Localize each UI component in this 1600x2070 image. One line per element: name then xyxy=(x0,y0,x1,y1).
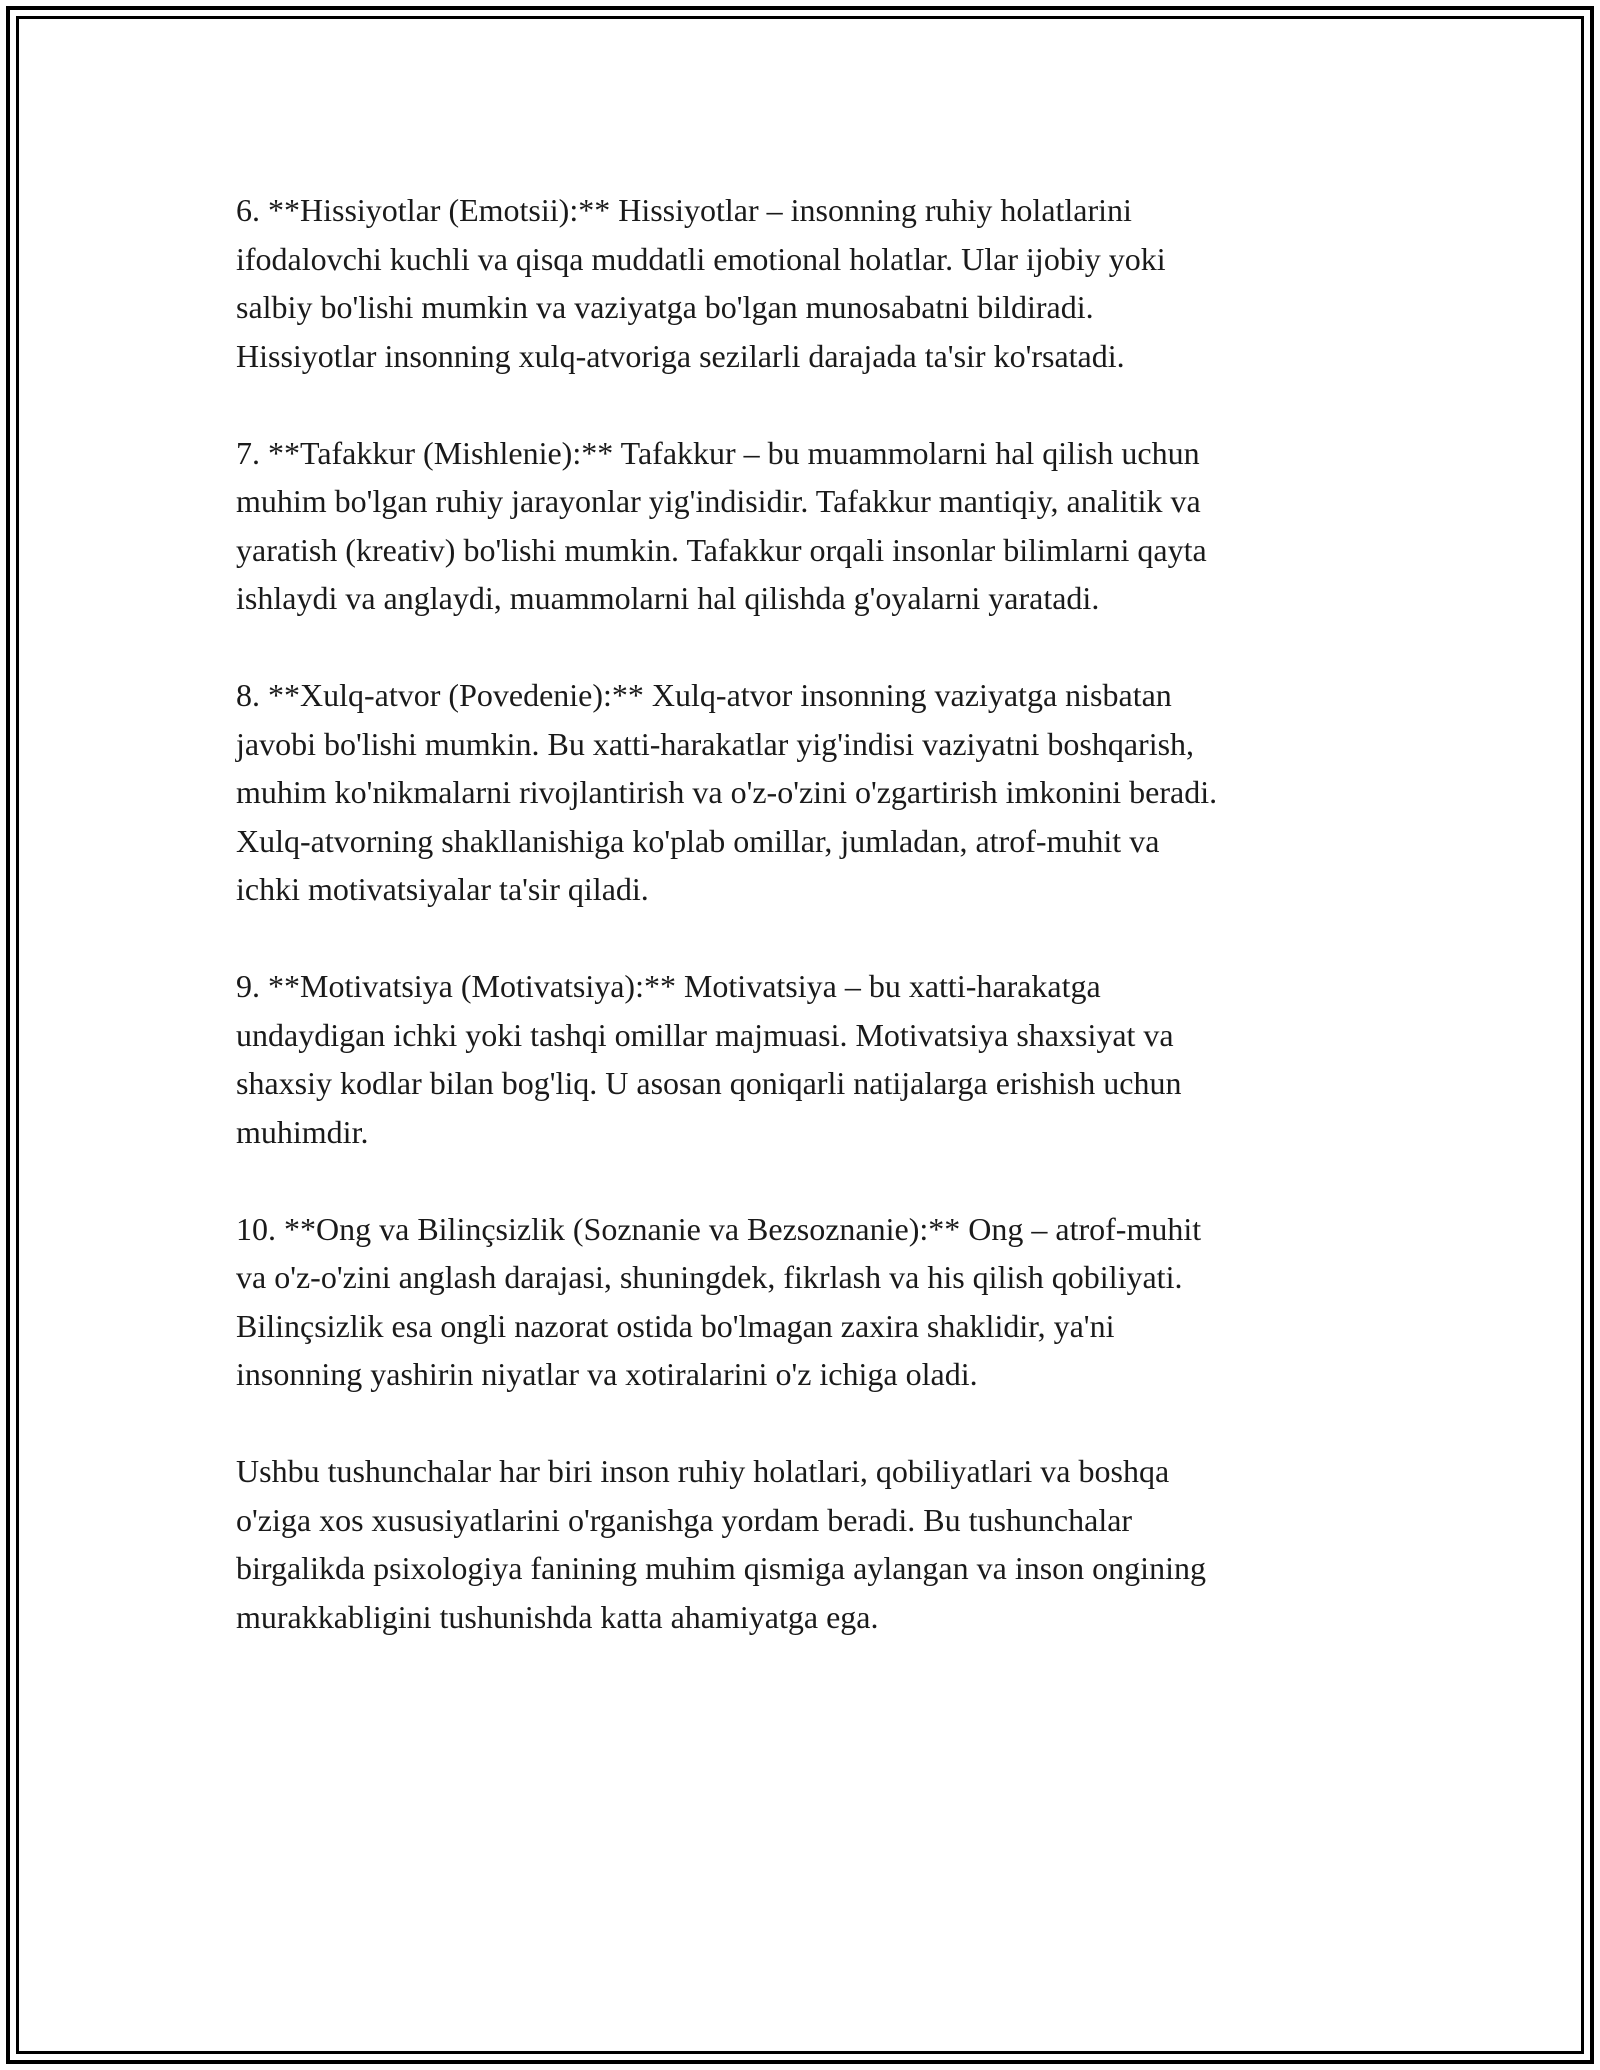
text-line: va o'z-o'zini anglash darajasi, shuningdek, fikrlash va his qilish qobiliyati. xyxy=(236,1259,1183,1295)
text-line: ichki motivatsiyalar ta'sir qiladi. xyxy=(236,871,649,907)
text-line: shaxsiy kodlar bilan bog'liq. U asosan qoniqarli natijalarga erishish uchun xyxy=(236,1065,1182,1101)
paragraph-conclusion xyxy=(236,1447,1386,1641)
paragraph-motivation xyxy=(236,962,1386,1156)
text-line: undaydigan ichki yoki tashqi omillar majmuasi. Motivatsiya shaxsiyat va xyxy=(236,1016,1174,1053)
text-line: Bilinçsizlik esa ongli nazorat ostida bo'lmagan zaxira shaklidir, ya'ni xyxy=(236,1307,1115,1344)
text-line: Ushbu tushunchalar har biri inson ruhiy holatlari, qobiliyatlari va boshqa xyxy=(236,1453,1170,1489)
text-line: javobi bo'lishi mumkin. Bu xatti-harakatlar yig'indisi vaziyatni boshqarish, xyxy=(236,725,1195,762)
text-line: yaratish (kreativ) bo'lishi mumkin. Tafakkur orqali insonlar bilimlarni qayta xyxy=(236,531,1207,568)
paragraph-consciousness xyxy=(236,1205,1386,1399)
text-line: ifodalovchi kuchli va qisqa muddatli emotional holatlar. Ular ijobiy yoki xyxy=(236,240,1166,277)
text-line: 10. **Ong va Bilinçsizlik (Soznanie va Bezsoznanie):** Ong – atrof-muhit xyxy=(236,1210,1202,1247)
text-line: Hissiyotlar insonning xulq-atvoriga sezilarli darajada ta'sir ko'rsatadi. xyxy=(236,337,1125,374)
paragraph-behavior xyxy=(236,671,1386,914)
text-line: 8. **Xulq-atvor (Povedenie):** Xulq-atvor insonning vaziyatga nisbatan xyxy=(236,677,1172,713)
paragraph-emotions xyxy=(236,186,1386,380)
text-line: salbiy bo'lishi mumkin va vaziyatga bo'lgan munosabatni bildiradi. xyxy=(236,289,1094,325)
text-line: 6. **Hissiyotlar (Emotsii):** Hissiyotlar – insonning ruhiy holatlarini xyxy=(236,192,1132,228)
text-line: 7. **Tafakkur (Mishlenie):** Tafakkur – bu muammolarni hal qilish uchun xyxy=(236,434,1200,471)
text-line: insonning yashirin niyatlar va xotiralarini o'z ichiga oladi. xyxy=(236,1356,978,1392)
text-line: 9. **Motivatsiya (Motivatsiya):** Motivatsiya – bu xatti-harakatga xyxy=(236,968,1101,1004)
text-line: murakkabligini tushunishda katta ahamiyatga ega. xyxy=(236,1598,879,1635)
text-line: muhim bo'lgan ruhiy jarayonlar yig'indisidir. Tafakkur mantiqiy, analitik va xyxy=(236,483,1201,519)
text-line: o'ziga xos xususiyatlarini o'rganishga yordam beradi. Bu tushunchalar xyxy=(236,1501,1133,1538)
document-body xyxy=(236,186,1386,1690)
text-line: muhimdir. xyxy=(236,1113,369,1150)
text-line: Xulq-atvorning shakllanishiga ko'plab omillar, jumladan, atrof-muhit va xyxy=(236,822,1160,859)
text-line: birgalikda psixologiya fanining muhim qismiga aylangan va inson ongining xyxy=(236,1550,1206,1586)
text-line: muhim ko'nikmalarni rivojlantirish va o'z-o'zini o'zgartirish imkonini beradi. xyxy=(236,774,1218,810)
text-line: ishlaydi va anglaydi, muammolarni hal qilishda g'oyalarni yaratadi. xyxy=(236,580,1100,616)
paragraph-thinking xyxy=(236,429,1386,623)
